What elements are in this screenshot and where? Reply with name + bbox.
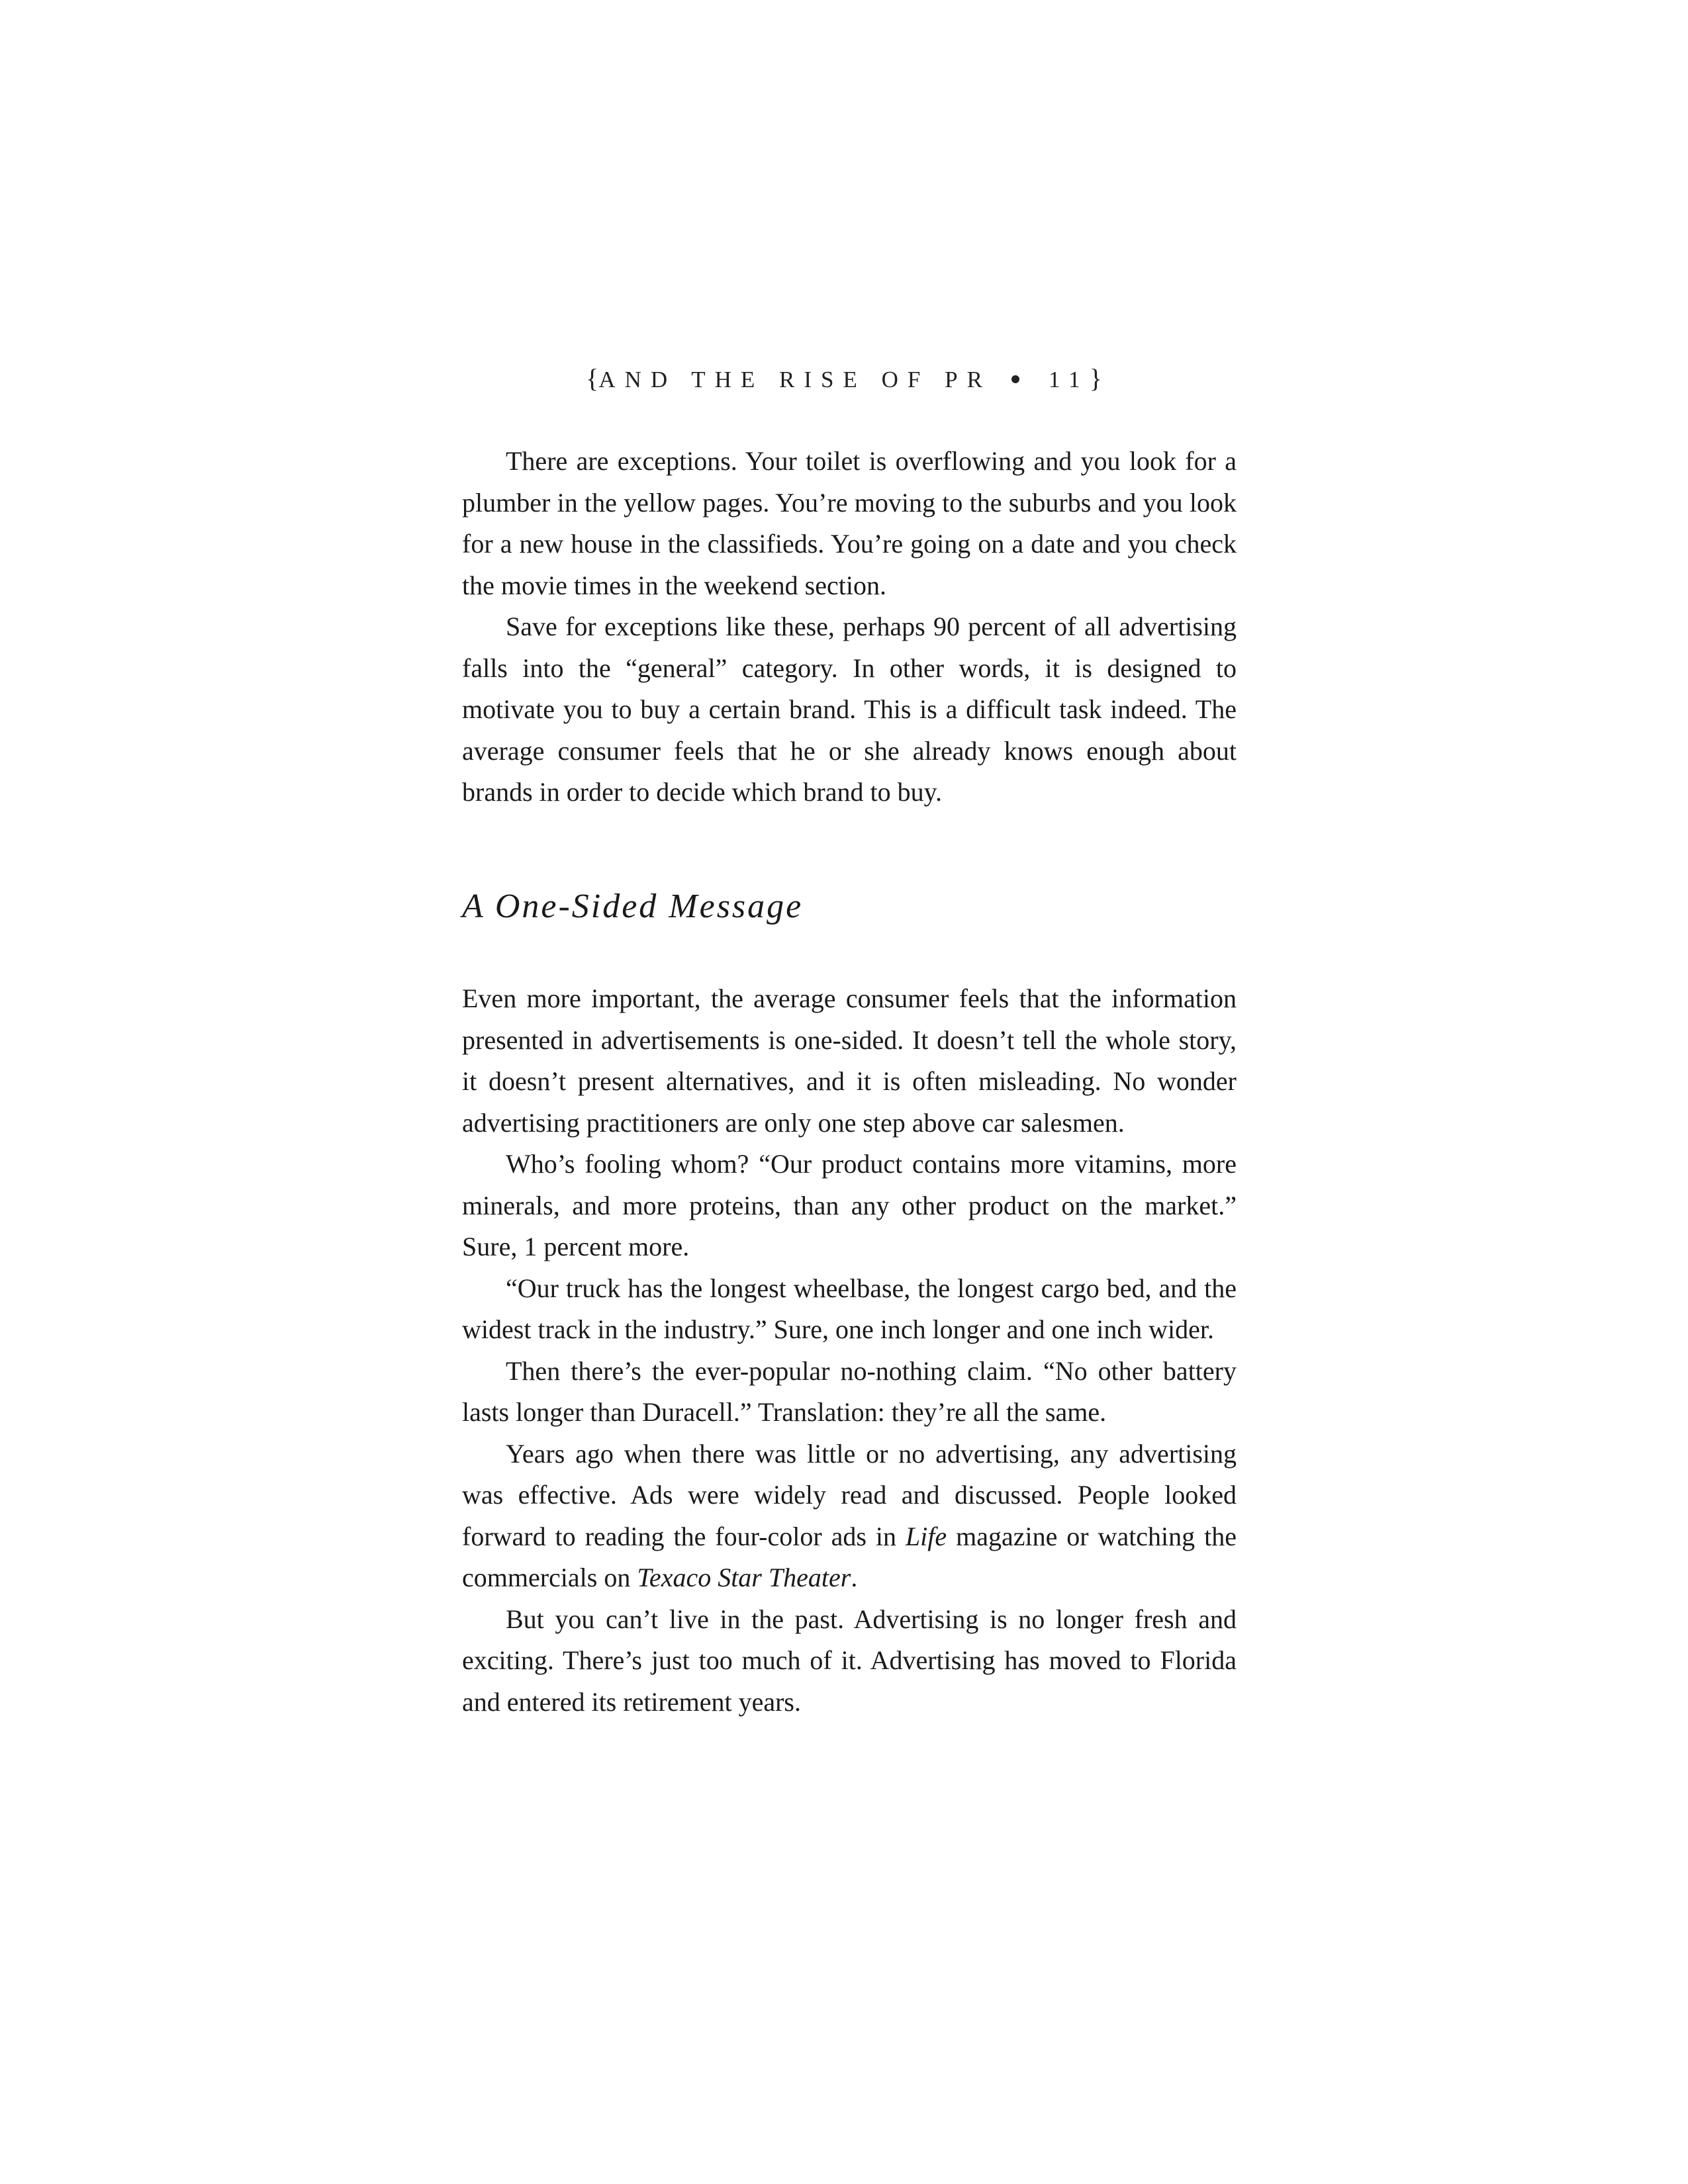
page-number: 11 xyxy=(1048,367,1090,392)
italic-title-life: Life xyxy=(905,1521,947,1551)
paragraph-text: . xyxy=(851,1563,858,1592)
paragraph xyxy=(462,1433,1237,1599)
paragraph-text: magazine or watching the commercials on xyxy=(462,1521,1237,1592)
body-text-section-2 xyxy=(462,978,1237,1723)
paragraph: Then there’s the ever-popular no-nothing claim. “No other battery lasts longer than Duracell.” Translation: they’re all the same. xyxy=(462,1355,1237,1427)
body-text-section-1 xyxy=(462,441,1237,813)
running-head-title: AND THE RISE OF PR xyxy=(598,367,992,392)
paragraph: “Our truck has the longest wheelbase, the longest cargo bed, and the widest track in the industry.” Sure, one inch longer and one inch wider. xyxy=(462,1273,1237,1344)
paragraph: There are exceptions. Your toilet is overflowing and you look for a plumber in the yellow pages. You’re moving to the suburbs and you look for a new house in the classifieds. You’re going on a date and you check the movie times in the weekend section. xyxy=(462,446,1237,600)
italic-title-texaco-star-theater: Texaco Star Theater xyxy=(637,1563,851,1592)
running-head xyxy=(0,363,1688,394)
paragraph-text: Years ago when there was little or no advertising, any advertising was effective. Ads were widely read and discussed. People looked forward to reading the four-color ads in xyxy=(462,1438,1237,1551)
paragraph: But you can’t live in the past. Advertising is no longer fresh and exciting. There’s just too much of it. Advertising has moved to Florida and entered its retirement years. xyxy=(462,1604,1237,1717)
bullet-icon xyxy=(1011,375,1019,383)
paragraph: Who’s fooling whom? “Our product contains more vitamins, more minerals, and more proteins, than any other product on the market.” Sure, 1 percent more. xyxy=(462,1149,1237,1261)
paragraph: Save for exceptions like these, perhaps 90 percent of all advertising falls into the “general” category. In other words, it is designed to motivate you to buy a certain brand. This is a difficult task indeed. The average consumer feels that he or she already knows enough about brands in order to decide which brand to buy. xyxy=(462,612,1237,807)
section-heading: A One-Sided Message xyxy=(462,887,804,925)
running-head-close-brace: } xyxy=(1089,363,1102,393)
paragraph: Even more important, the average consumer feels that the information presented in advertisements is one-sided. It doesn’t tell the whole story, it doesn’t present alternatives, and it is often misleading. No wonder advertising practitioners are only one step above car salesmen. xyxy=(462,983,1237,1138)
running-head-open-brace: { xyxy=(586,363,599,393)
